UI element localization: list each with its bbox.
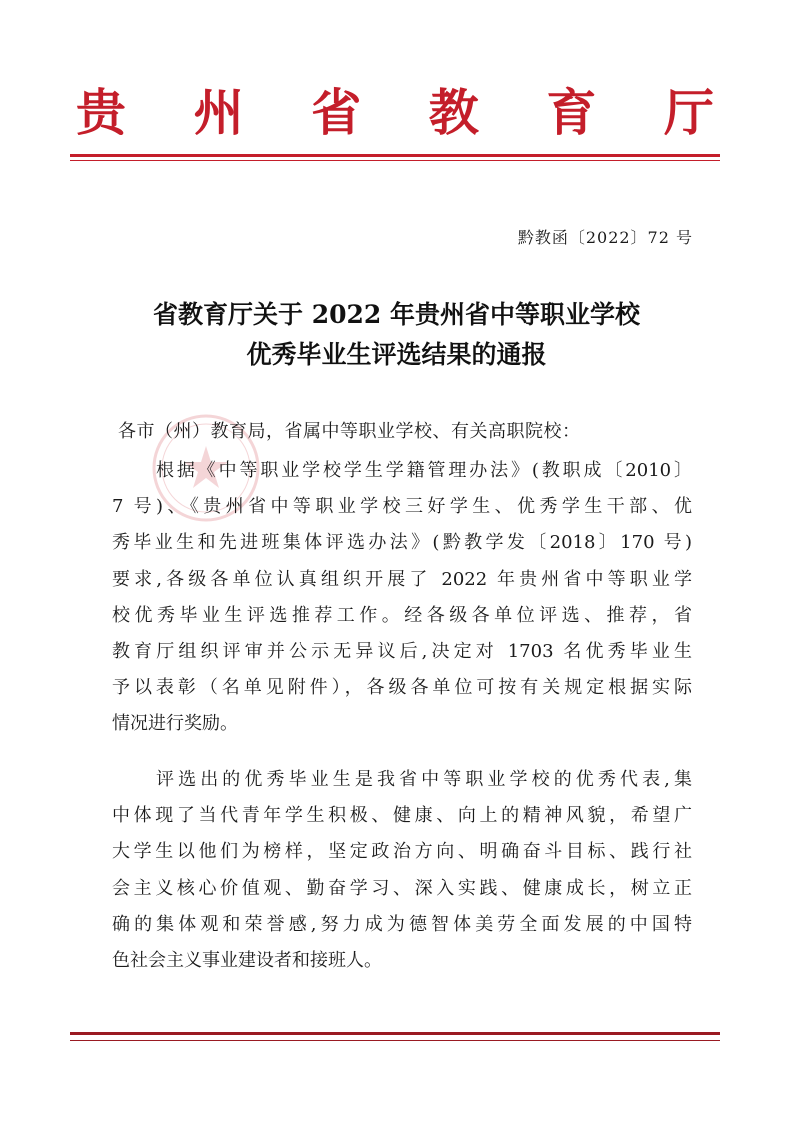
masthead-char: 省 — [311, 83, 362, 142]
footer-rule-thin — [70, 1040, 720, 1041]
paragraph-line: 确的集体观和荣誉感,努力成为德智体美劳全面发展的中国特 — [112, 913, 692, 935]
paragraph-line: 中体现了当代青年学生积极、健康、向上的精神风貌，希望广 — [112, 805, 692, 827]
masthead-char: 厅 — [663, 83, 714, 142]
paragraph-line: 予以表彰（名单见附件），各级各单位可按有关规定根据实际 — [112, 677, 692, 699]
paragraph-line: 评选出的优秀毕业生是我省中等职业学校的优秀代表,集 — [156, 769, 692, 790]
salutation: 各市（州）教育局，省属中等职业学校、有关高职院校： — [118, 421, 581, 442]
footer-rule-thick — [70, 1032, 720, 1035]
paragraph-line: 会主义核心价值观、勤奋学习、深入实践、健康成长，树立正 — [112, 877, 692, 899]
paragraph-line: 要求,各级各单位认真组织开展了 2022 年贵州省中等职业学 — [112, 568, 692, 590]
masthead — [70, 82, 720, 144]
paragraph-line: 色社会主义事业建设者和接班人。 — [112, 950, 382, 972]
masthead-char: 州 — [193, 83, 244, 142]
masthead-char: 育 — [546, 83, 597, 142]
masthead-rule-thick — [70, 154, 720, 157]
masthead-char: 贵 — [76, 83, 126, 142]
paragraph-line: 校优秀毕业生评选推荐工作。经各级各单位评选、推荐，省 — [112, 604, 692, 626]
paragraph-line: 大学生以他们为榜样，坚定政治方向、明确奋斗目标、践行社 — [112, 841, 692, 863]
paragraph-line: 秀毕业生和先进班集体评选办法》(黔教学发〔2018〕170 号) — [112, 532, 692, 554]
paragraph-1 — [112, 453, 692, 743]
paragraph-line: 教育厅组织评审并公示无异议后,决定对 1703 名优秀毕业生 — [112, 641, 692, 663]
paragraph-line: 7 号)、《贵州省中等职业学校三好学生、优秀学生干部、优 — [112, 496, 692, 518]
masthead-rule-thin — [70, 160, 720, 161]
masthead-char: 教 — [428, 83, 479, 142]
paragraph-2 — [112, 762, 692, 979]
document-title-line-2: 优秀毕业生评选结果的通报 — [246, 340, 547, 369]
document-number: 黔教函〔2022〕72 号 — [517, 228, 693, 247]
document-title-line-1: 省教育厅关于 2022 年贵州省中等职业学校 — [153, 300, 640, 329]
paragraph-line: 根据《中等职业学校学生学籍管理办法》(教职成〔2010〕 — [156, 460, 692, 481]
paragraph-line: 情况进行奖励。 — [112, 713, 238, 735]
